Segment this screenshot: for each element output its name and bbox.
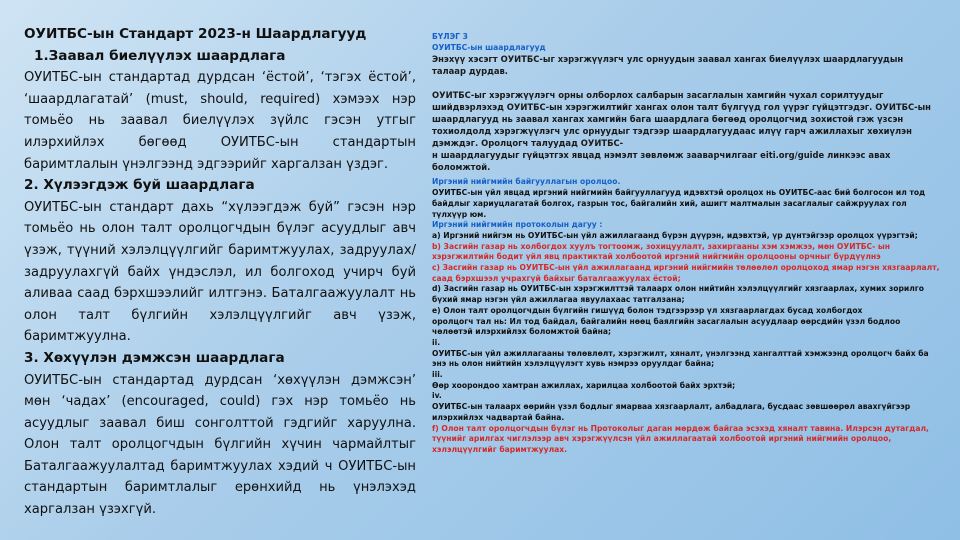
part-title: ОУИТБС-ын шаардлагууд [432,42,546,52]
section-1-heading-text: Заавал биелүүлэх шаардлага [48,47,286,64]
civic-body: ОУИТБС-ын үйл явцад иргэний нийгмийн байгууллагууд идэвхтэй оролцох нь ОУИТБС-аас бий болгосон ил тод байдлыг хариуцлагатай болгох, газрын тос, байгалийн хий, ашигт малтмалын засаглалыг сайжруулах гол түлхүүр юм. [432,188,926,219]
left-column [24,24,416,521]
item-ii-label: ii. [432,337,441,347]
protocol-heading: Иргэний нийгмийн протоколын дагуу : [432,220,603,230]
item-f: f) Олон талт оролцогчдын бүлэг нь Протоколыг даган мөрдөж байгаа эсэхэд хяналт тавина. Илэрсэн дутагдал, түүнийг арилгах чиглэлээр авч хэрэгжүүлсэн үйл ажиллагаатай холбоотой иргэний нийгмийн оролцоо, хэлэлцүүлгийг баримтжуулах. [432,423,929,454]
civic-heading: Иргэний нийгмийн байгууллагын оролцоо. [432,177,621,187]
item-iv-label: iv. [432,391,442,401]
item-iii-label: iii. [432,370,443,380]
item-e-line1: е) Олон талт оролцогчдын бүлгийн гишүүд болон тэдгээрээр үл хязгаарлагдах бусад холбогдох [432,305,863,315]
overview-text-a: ОУИТБС-ыг хэрэгжүүлэгч орны олборлох салбарын засаглалын хамгийн чухал сорилтуудыг шийдвэрлэхэд ОУИТБС-ын хэрэгжилтийг хангах олон талт бүлгүүд гол үүрэг гүйцэтгэдэг. ОУИТБС-ын шаардлагууд нь заавал хангах хамгийн бага шаардлага бөгөөд оролцогчид зохистой гэж үзсэн тохиолдолд хэрэгжүүлэгч улс орнуудыг тэдгээр шаардлагуудаас илүү гарч ажиллахыг хөхиүлэн дэмждэг. Оролцогч талуудад ОУИТБС- [432,90,931,149]
section-2-heading: 2. Хүлээгдэж буй шаардлага [24,177,255,194]
section-2-body: ОУИТБС-ын стандарт дахь “хүлээгдэж буй” гэсэн нэр томьёо нь олон талт оролцогчдын бүлэг асуудлыг авч үзэж, түүний хэлэлцүүлгийг баримтжуулах, задруулах/ задруулахгүй байх үндэслэл, ил болгоход учирч буй аливаа саад бэрхшээлийг илтгэнэ. Баталгаажуулалт нь олон талт бүлгийн хэлэлцүүлгийг авч үзэж, баримтжуулна. [24,199,416,345]
overview-text-b: н шаардлагуудыг гүйцэтгэх явцад нэмэлт зөвлөмж зааварчилгааг eiti.org/guide линкээс авах боломжтой. [432,150,891,173]
item-b: b) Засгийн газар нь холбогдох хуулъ тогтоомж, зохицуулалт, захиргааны хэм хэмжээ, мөн ОУИТБС- ын хэрэгжилтийн бодит үйл явц практиктай холбоотой иргэний нийгмийн оролцооны орчныг бүрдүүлнэ [432,241,891,262]
section-1-number: 1. [34,47,49,64]
section-3-body: ОУИТБС-ын стандартад дурдсан ‘хөхүүлэн дэмжсэн’ мөн ‘чадах’ (encouraged, could) гэх нэр томьёо нь асуудлыг заавал биш сонголттой гэдгийг харуулна. Олон талт оролцогчдын бүлгийн хүчин чармайлтыг Баталгаажуулалтад баримтжуулах хэдий ч ОУИТБС-ын стандартын баримтлалыг ерөнхийд нь үнэлэхэд харгалзан үзэхгүй. [24,372,416,518]
section-1-body: ОУИТБС-ын стандартад дурдсан ‘ёстой’, ‘тэгэх ёстой’, ‘шаардлагатай’ (must, should, required) хэмээх нэр томьёо нь заавал биелүүлэх зүйлс гэсэн утгыг илэрхийлэх бөгөөд ОУИТБС-ын стандартын баримтлалын үнэлгээнд эдгээрийг харгалзан үздэг. [24,70,416,172]
right-column [432,32,940,456]
item-iii: Өөр хоорондоо хамтран ажиллах, харилцаа холбоотой байх эрхтэй; [432,380,736,390]
item-d: d) Засгийн газар нь ОУИТБС-ын хэрэгжилттэй талаарх олон нийтийн хэлэлцүүлгийг хязгаарлах, хумих зорилго бүхий ямар нэгэн үйл ажиллагаа явуулахаас татгалзана; [432,284,924,305]
section-3-heading: 3. Хөхүүлэн дэмжсэн шаардлага [24,349,285,366]
item-c: c) Засгийн газар нь ОУИТБС-ын үйл ажиллагаанд иргэний нийгмийн төлөөлөл оролцоход ямар нэгэн хязгаарлалт, саад бэрхшээл учрахгүй байхыг баталгаажуулах ёстой; [432,263,940,283]
item-ii: ОУИТБС-ын үйл ажиллагааны төлөвлөлт, хэрэгжилт, хяналт, үнэлгээнд хангалттай хэмжээнд оролцогч байх ба энэ нь олон нийтийн хэлэлцүүлэгт хувь нэмрээ оруулдаг байна; [432,348,929,369]
item-e-line2: оролцогч тал нь: Ил тод байдал, байгалийн нөөц баялгийн засаглалын асуудлаар өөрсдийн үзэл бодлоо чөлөөтэй илэрхийлэх боломжтой байна; [432,316,901,337]
item-a: а) Иргэний нийгэм нь ОУИТБС-ын үйл ажиллагаанд бүрэн дүүрэн, идэвхтэй, үр дүнтэйгээр оролцох үүрэгтэй; [432,230,918,240]
section-1-heading [24,46,416,68]
slide-title: ОУИТБС-ын Стандарт 2023-н Шаардлагууд [24,26,367,42]
item-iv: ОУИТБС-ын талаарх өөрийн үзэл бодлыг ямарваа хязгаарлалт, албадлага, бусдаас зөвшөөрөл авахгүйгээр илэрхийлэх чадвартай байна. [432,402,911,422]
intro-paragraph [432,53,940,77]
overview-paragraph [432,89,940,173]
part-label: БҮЛЭГ 3 [432,32,468,41]
intro-text: Энэхүү хэсэгт ОУИТБС-ыг хэрэгжүүлэгч улс орнуудын заавал хангах биелүүлэх шаардлагуудын талаар дурдав. [432,54,904,77]
